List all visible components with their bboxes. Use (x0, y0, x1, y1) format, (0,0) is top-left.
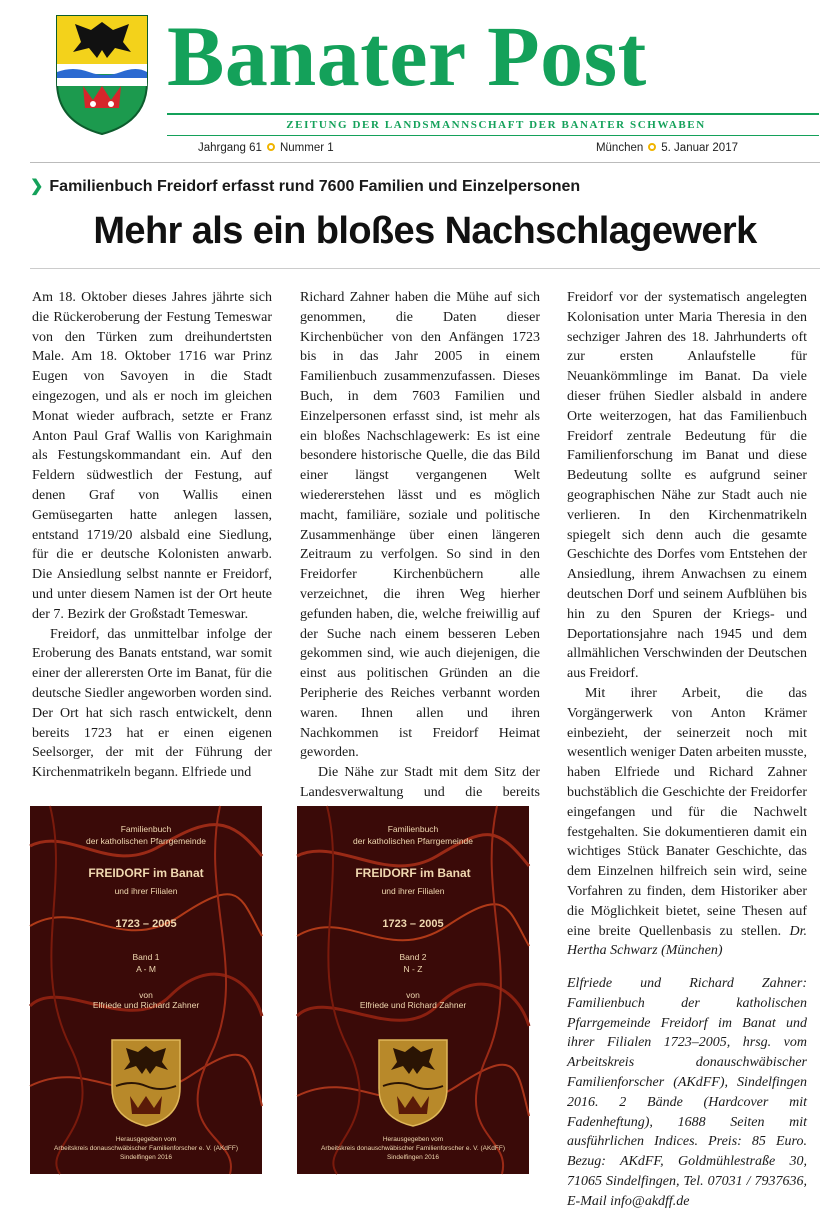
cover-range: A - M (136, 964, 156, 974)
masthead-rule-bottom (167, 135, 819, 136)
cover-years: 1723 – 2005 (382, 918, 444, 930)
cover-publisher-3: Sindelfingen 2016 (386, 1154, 440, 1161)
masthead (0, 0, 826, 180)
bullet-dot-icon (648, 143, 656, 151)
bullet-dot-icon (267, 143, 275, 151)
paragraph: Die Nähe zur Stadt mit dem Sitz der Landesverwaltung und die bereits (300, 765, 540, 800)
book-cover-volume-1 (30, 806, 262, 1174)
masthead-divider (30, 162, 820, 163)
paragraph: Am 18. Oktober dieses Jahres jährte sich die Rückeroberung der Festung Temeswar von den Türken zum dreihundertsten Male. Am 18. Oktober 1716 war Prinz Eugen von Savoyen in die Stadt eingezogen, und als er noch im gleichen Monat wieder aufbrach, setzte er Franz Anton Paul Graf Wallis von Karighmain als Festungskommandant ein. Auf den Feldern südwestlich der Festung, auf denen Graf von Wallis einen Gemüsegarten hatte anlegen lassen, entstand 1719/20 alsbald eine Siedlung, für die er deutsche Kolonisten anwarb. Die Ansiedlung selbst nannte er Freidorf, und unter diesem Namen ist der Ort heute der 7. Bezirk der Großstadt Temeswar. (32, 290, 272, 622)
cover-von: von (139, 990, 153, 1000)
cover-emblem-icon (375, 1036, 451, 1128)
headline-divider (30, 268, 820, 269)
cover-von: von (406, 990, 420, 1000)
cover-band: Band 2 (399, 952, 427, 962)
cover-publisher-2: Arbeitskreis donauschwäbischer Familienforscher e. V. (AKdFF) (54, 1145, 238, 1152)
article-kicker (30, 176, 580, 196)
cover-line-2: der katholischen Pfarrgemeinde (85, 836, 206, 846)
coat-of-arms-logo (53, 12, 151, 136)
masthead-rule-top (167, 113, 819, 115)
cover-years: 1723 – 2005 (115, 918, 177, 930)
cover-line-1: Familienbuch (387, 824, 439, 834)
cover-line-1: Familienbuch (120, 824, 172, 834)
issue-date: 5. Januar 2017 (661, 142, 738, 154)
cover-authors: Elfriede und Richard Zahner (359, 1000, 467, 1010)
cover-subtitle: und ihrer Filialen (381, 886, 445, 896)
article-column-1 (32, 288, 272, 783)
article-headline: Mehr als ein bloßes Nachschlagewerk (93, 210, 757, 252)
cover-authors: Elfriede und Richard Zahner (92, 1000, 200, 1010)
paragraph-text: Mit ihrer Arbeit, die das Vorgängerwerk von Anton Krämer einbezieht, der seinerzeit noch mit wesentlich weniger Daten arbeiten musste, haben Elfriede und Richard Zahner buchstäblich die Geschichte der Freidorfer eingefangen und für die Nachwelt festgehalten. Sie dokumentieren damit ein wichtiges Stück Banater Geschichte, das dem Einzelnen hilfreich sein wird, seine Vorfahren zu finden, dem Historiker aber die Möglichkeit bietet, seine Thesen auf eine breite Quellenbasis zu stellen. (567, 685, 807, 939)
book-details-note: Elfriede und Richard Zahner: Familienbuch der katholischen Pfarrgemeinde Freidorf im Banat und ihrer Filialen 1723–2005, hrsg. vom Arbeitskreis donauschwäbischer Familienforscher (AKdFF), Sindelfingen 2016. 2 Bände (Hardcover mit Fadenheftung), 1688 Seiten mit ausführlichen Indices. Preis: 85 Euro. Bezug: AKdFF, Goldmühlestraße 30, 71065 Sindelfingen, Tel. 07031 / 7937636, E-Mail info@akdff.de (567, 976, 807, 1209)
cover-emblem-icon (108, 1036, 184, 1128)
cover-band: Band 1 (132, 952, 160, 962)
issue-volume-number (198, 142, 334, 154)
cover-publisher-1: Herausgegeben vom (115, 1136, 177, 1143)
newspaper-title: Banater Post (167, 8, 647, 104)
cover-publisher-3: Sindelfingen 2016 (119, 1154, 173, 1161)
article-column-2 (300, 288, 540, 823)
cover-title: FREIDORF im Banat (88, 866, 204, 880)
cover-publisher-1: Herausgegeben vom (382, 1136, 444, 1143)
chevron-right-icon: ❯ (30, 178, 44, 195)
newspaper-subtitle: ZEITUNG DER LANDSMANNSCHAFT DER BANATER SCHWABEN (286, 119, 706, 131)
issue-volume: Jahrgang 61 (198, 142, 262, 154)
cover-range: N - Z (403, 964, 423, 974)
paragraph (567, 684, 807, 961)
article-column-3 (567, 288, 807, 961)
paragraph: Freidorf, das unmittelbar infolge der Eroberung des Banats entstand, war somit einer der allerersten Orte im Banat, für die deutsche Siedler angeworben worden sind. Der Ort hat sich rasch entwickelt, denn bereits 1723 hat er einen eigenen Seelsorger, der mit der Führung der Kirchenmatrikeln begann. Elfriede und (32, 626, 272, 781)
issue-place: München (595, 142, 644, 154)
author-signature: Dr. Hertha Schwarz (München) (567, 923, 807, 959)
cover-publisher-2: Arbeitskreis donauschwäbischer Familienforscher e. V. (AKdFF) (321, 1145, 505, 1152)
issue-place-date (596, 142, 738, 154)
paragraph: Richard Zahner haben die Mühe auf sich genommen, die Daten dieser Kirchenbücher von den Anfängen 1723 bis in das Jahr 2005 in einem Familienbuch zusammenzufassen. Dieses Buch, in dem 7603 Familien und Einzelpersonen erfasst sind, ist mehr als ein bloßes Nachschlagewerk: Es ist eine besondere historische Quelle, die das Bild einer längst vergangenen Welt wiedererstehen lässt und es möglich macht, familiäre, soziale und politische Zusammenhänge über einen längeren Zeitraum zu verfolgen. So sind in den Freidorfer Kirchenbüchern alle verzeichnet, die ihren Weg hierher gefunden haben, die, welche freiwillig auf der Suche nach einem besseren Leben gekommen sind, wie auch diejenigen, die einst aus politischen Gründen an die Peripherie des Reiches verbannt worden waren. Ihnen allen und ihren Nachkommen ist Freidorf Heimat geworden. (300, 290, 540, 761)
cover-line-2: der katholischen Pfarrgemeinde (352, 836, 473, 846)
cover-title: FREIDORF im Banat (355, 866, 471, 880)
cover-subtitle: und ihrer Filialen (114, 886, 178, 896)
issue-number: Nummer 1 (279, 142, 334, 154)
issue-info (198, 142, 738, 158)
book-cover-volume-2 (297, 806, 529, 1174)
kicker-text: Familienbuch Freidorf erfasst rund 7600 Familien und Einzelpersonen (49, 178, 581, 195)
paragraph: Freidorf vor der systematisch angelegten Kolonisation unter Maria Theresia in den sechziger Jahren des 18. Jahrhunderts oft zur ersten Anlaufstelle für Neuankömmlinge im Banat. Da viele dieser frühen Siedler alsbald in andere Orte weiterzogen, hat das Familienbuch Freidorf zentrale Bedeutung für die Familienforschung im Banat und diese Bedeutung sollte es aufgrund seiner geographischen Nähe zur Stadt auch nie verlieren. In den Kirchenmatrikeln spiegelt sich denn auch die gesamte Geschichte des Dorfes vom Entstehen der Ansiedlung, ihrem Anwachsen zu einem deutschen Dorf und seinem Aufblühen bis hin zu den Spuren der Kriegs- und Deportationsjahre nach 1945 und dem allmählichen Verschwinden der Deutschen aus Freidorf. (567, 290, 807, 682)
